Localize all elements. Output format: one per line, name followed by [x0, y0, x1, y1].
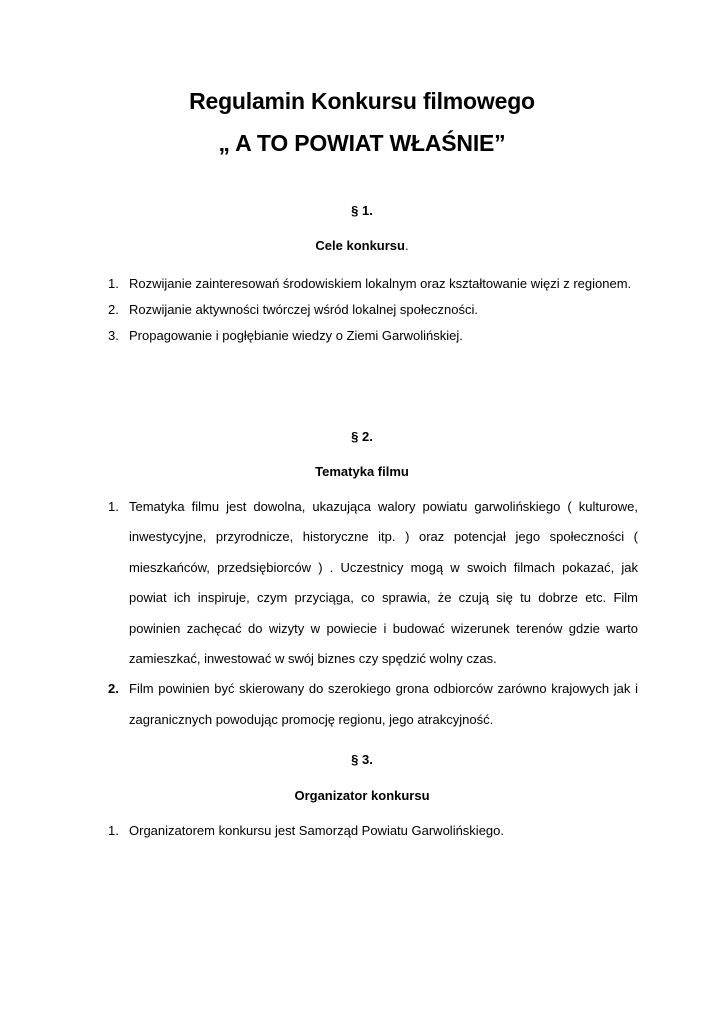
list-item	[108, 271, 638, 297]
list-item-text: Propagowanie i pogłębianie wiedzy o Ziemi Garwolińskiej.	[129, 328, 463, 343]
list-item	[108, 818, 638, 844]
section-2-number: § 2.	[351, 429, 373, 444]
list-item-number: 2.	[108, 302, 119, 317]
section-3-heading: Organizator konkursu	[294, 788, 430, 803]
list-item-number: 2.	[108, 681, 119, 697]
list-item	[108, 674, 638, 735]
section-1-heading	[0, 238, 724, 253]
list-item	[108, 297, 638, 323]
list-item-number: 3.	[108, 328, 119, 343]
section-1-number: § 1.	[351, 203, 373, 218]
list-item-text: Tematyka filmu jest dowolna, ukazująca walory powiatu garwolińskiego ( kulturowe, inwestycyjne, przyrodnicze, historyczne itp. ) oraz potencjał jego społeczności ( mieszkańców, przedsiębiorców ) . Uczestnicy mogą w swoich filmach pokazać, jak powiat ich inspiruje, czym przyciąga, co sprawia, że czują się tu dobrze etc. Film powinien zachęcać do wizyty w powiecie i budować wizerunek terenów gdzie warto zamieszkać, inwestować w swój biznes czy spędzić wolny czas.	[129, 499, 638, 667]
list-item-text: Organizatorem konkursu jest Samorząd Powiatu Garwolińskiego.	[129, 823, 505, 838]
list-item-text: Film powinien być skierowany do szerokiego grona odbiorców zarówno krajowych jak i zagranicznych powodując promocję regionu, jego atrakcyjność.	[129, 681, 638, 727]
list-item	[108, 492, 638, 674]
section-1-heading-text: Cele konkursu	[315, 238, 405, 253]
document-title-line1: Regulamin Konkursu filmowego	[189, 88, 535, 114]
list-item	[108, 323, 638, 349]
list-item-number: 1.	[108, 499, 119, 514]
list-item-text: Rozwijanie aktywności twórczej wśród lokalnej społeczności.	[129, 302, 478, 317]
section-3-number: § 3.	[351, 752, 373, 767]
section-2-list	[108, 492, 638, 735]
section-1-heading-period: .	[404, 238, 409, 253]
section-1-list	[108, 271, 638, 349]
document-title-line2: „ A TO POWIAT WŁAŚNIE”	[218, 130, 506, 156]
list-item-number: 1.	[108, 276, 119, 291]
list-item-number: 1.	[108, 823, 119, 838]
section-3-list	[108, 818, 638, 844]
section-2-heading: Tematyka filmu	[315, 464, 409, 479]
list-item-text: Rozwijanie zainteresowań środowiskiem lokalnym oraz kształtowanie więzi z regionem.	[129, 276, 632, 291]
